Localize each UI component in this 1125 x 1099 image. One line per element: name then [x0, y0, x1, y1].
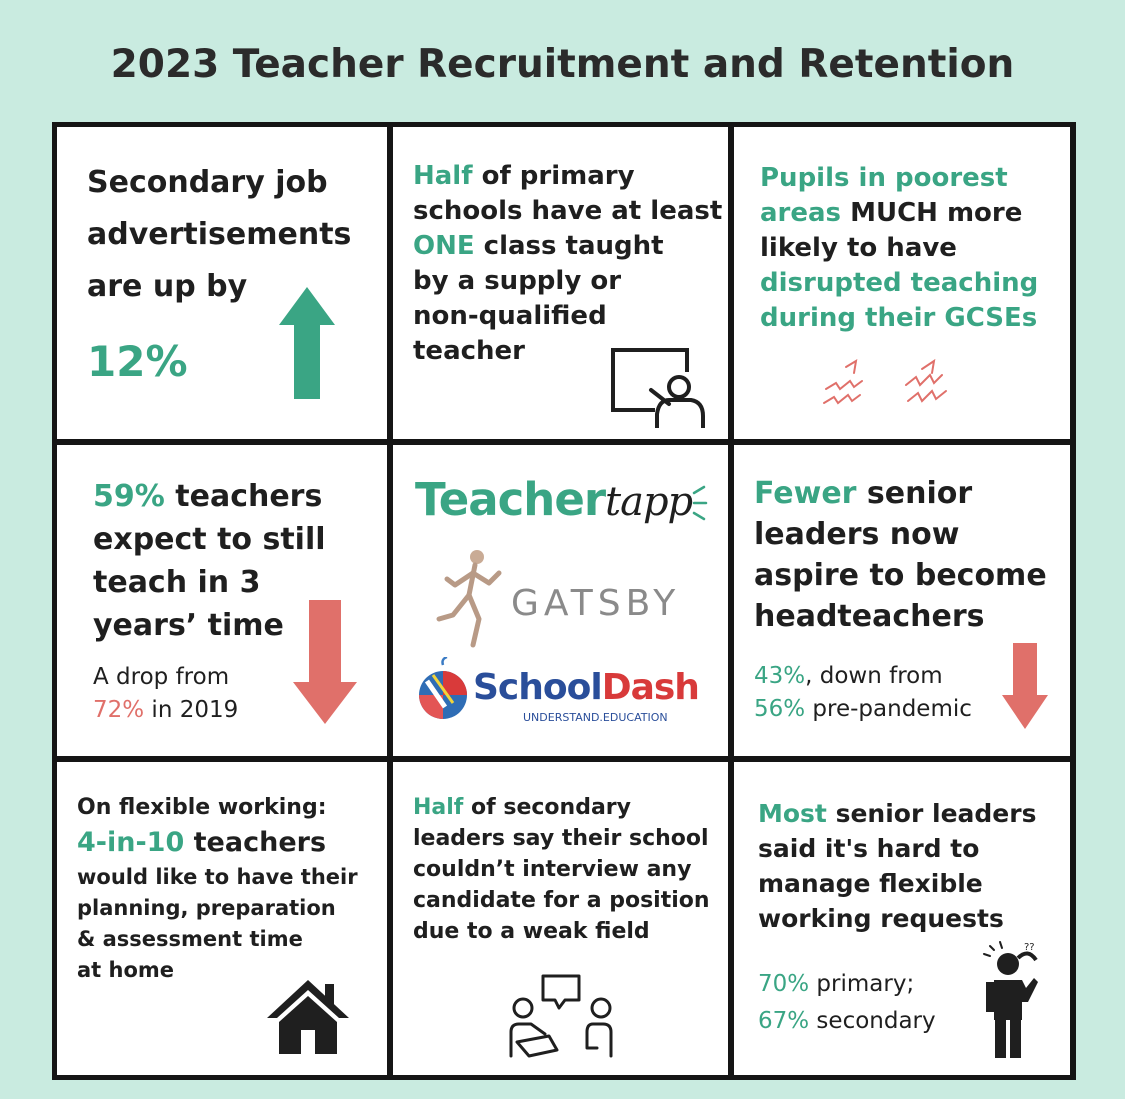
- page-title: 2023 Teacher Recruitment and Retention: [110, 42, 1015, 87]
- poorest-line1: Pupils in poorest: [760, 163, 1008, 193]
- expect-line4: years’ time: [93, 608, 284, 643]
- leaders-sub1-pct: 43%: [754, 663, 806, 689]
- expect-line2: expect to still: [93, 522, 326, 557]
- leaders-fewer: Fewer: [754, 476, 857, 511]
- cell-flexible-working: [57, 762, 387, 1075]
- interview-half: Half: [413, 795, 464, 820]
- supply-line3-rest: class taught: [474, 231, 664, 261]
- interview-line4: candidate for a position: [413, 888, 710, 913]
- job-ads-line3: are up by: [87, 269, 248, 304]
- cell-flexible-requests: [734, 762, 1070, 1075]
- disruption-scribble-icon: [816, 355, 966, 425]
- leaders-line3: aspire to become: [754, 558, 1047, 593]
- interview-line5: due to a weak field: [413, 919, 650, 944]
- flexible-line5: & assessment time: [77, 927, 303, 951]
- supply-half: Half: [413, 161, 473, 191]
- flexible-4in10: 4-in-10: [77, 827, 185, 858]
- interview-line2: leaders say their school: [413, 826, 709, 851]
- requests-primary-pct: 70%: [758, 971, 810, 997]
- poorest-areas-word: areas: [760, 198, 842, 228]
- expect-sub2-pct: 72%: [93, 697, 145, 723]
- house-icon: [267, 978, 349, 1054]
- arrow-down-icon: [1002, 643, 1048, 729]
- requests-text: [758, 796, 1036, 936]
- poorest-line5: during their GCSEs: [760, 303, 1038, 333]
- expect-pct: 59%: [93, 479, 165, 514]
- teachertapp-tapp: tapp: [605, 479, 693, 525]
- expect-text: [93, 475, 326, 647]
- poorest-line3: likely to have: [760, 233, 957, 263]
- leaders-sub2-pct: 56%: [754, 696, 806, 722]
- cell-supply-teachers: [393, 127, 728, 439]
- job-ads-line1: Secondary job: [87, 165, 328, 200]
- infographic-grid: [52, 122, 1076, 1080]
- requests-secondary-rest: secondary: [809, 1008, 936, 1034]
- requests-secondary-pct: 67%: [758, 1008, 810, 1034]
- interview-icon: [505, 972, 617, 1064]
- poorest-much-more: MUCH more: [841, 198, 1023, 228]
- arrow-up-icon: [279, 287, 335, 399]
- supply-line2: schools have at least: [413, 196, 723, 226]
- question-marks: ??: [1024, 942, 1035, 953]
- leaders-line4: headteachers: [754, 599, 985, 634]
- confused-person-icon: [978, 940, 1046, 1060]
- flexible-line2-rest: teachers: [184, 827, 327, 858]
- supply-line4: by a supply or: [413, 266, 622, 296]
- supply-line6: teacher: [413, 336, 525, 366]
- schooldash-school: School: [473, 667, 602, 708]
- leaders-sub1-rest: , down from: [805, 663, 943, 689]
- interview-text: [413, 792, 710, 947]
- requests-primary-rest: primary;: [809, 971, 915, 997]
- gatsby-logo: GATSBY: [511, 583, 681, 624]
- schooldash-logo: [473, 667, 699, 708]
- arrow-down-icon: [293, 600, 357, 724]
- cell-poorest-areas: [734, 127, 1070, 439]
- poorest-line4: disrupted teaching: [760, 268, 1039, 298]
- leaders-line1-rest: senior: [856, 476, 973, 511]
- requests-line3: manage flexible: [758, 869, 983, 898]
- expect-line1-rest: teachers: [164, 479, 323, 514]
- supply-line1-rest: of primary: [472, 161, 635, 191]
- flexible-line4: planning, preparation: [77, 896, 336, 920]
- leaders-line2: leaders now: [754, 517, 960, 552]
- cell-partner-logos: [393, 445, 728, 756]
- requests-most: Most: [758, 799, 827, 828]
- requests-subtext: [758, 966, 936, 1040]
- leaders-subtext: [754, 660, 972, 726]
- supply-one: ONE: [413, 231, 475, 261]
- flexible-text: [77, 862, 358, 986]
- apple-ball-icon: [415, 657, 471, 721]
- job-ads-value: 12%: [87, 337, 188, 386]
- job-ads-line2: advertisements: [87, 217, 352, 252]
- leaders-sub2-rest: pre-pandemic: [805, 696, 972, 722]
- cell-interview: [393, 762, 728, 1075]
- cell-senior-leaders: [734, 445, 1070, 756]
- poorest-text: [760, 161, 1038, 336]
- sparkle-icon: [690, 483, 710, 523]
- requests-line4: working requests: [758, 904, 1004, 933]
- requests-line2: said it's hard to: [758, 834, 980, 863]
- interview-line3: couldn’t interview any: [413, 857, 692, 882]
- flexible-line2: [77, 826, 326, 860]
- schooldash-dash: Dash: [601, 667, 699, 708]
- flexible-line3: would like to have their: [77, 865, 358, 889]
- requests-line1-rest: senior leaders: [826, 799, 1037, 828]
- supply-line5: non-qualified: [413, 301, 607, 331]
- cell-job-advertisements: [57, 127, 387, 439]
- expect-sub1: A drop from: [93, 664, 230, 690]
- running-man-icon: [433, 545, 513, 655]
- cell-teacher-expectations: [57, 445, 387, 756]
- interview-line1-rest: of secondary: [463, 795, 631, 820]
- flexible-line6: at home: [77, 958, 175, 982]
- expect-line3: teach in 3: [93, 565, 261, 600]
- leaders-text: [754, 473, 1047, 637]
- schooldash-tagline: UNDERSTAND.EDUCATION: [523, 711, 668, 724]
- teacher-at-board-icon: [607, 342, 707, 432]
- expect-sub2-rest: in 2019: [144, 697, 239, 723]
- teachertapp-teacher: Teacher: [415, 473, 606, 526]
- teachertapp-logo: [415, 473, 692, 526]
- supply-text: [413, 159, 722, 369]
- flexible-line1: On flexible working:: [77, 795, 327, 820]
- expect-subtext: [93, 661, 238, 727]
